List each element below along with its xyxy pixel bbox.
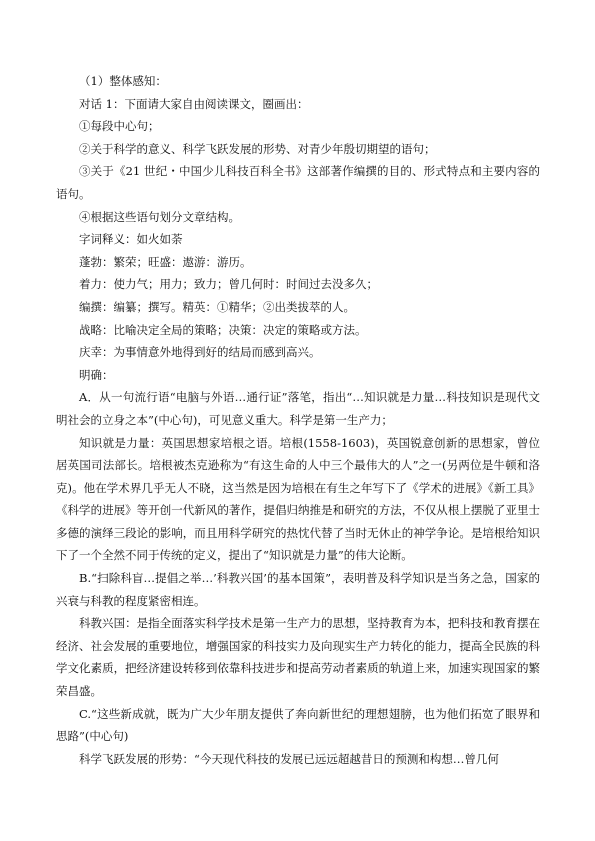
paragraph: 知识就是力量：英国思想家培根之语。培根(1558-1603)，英国锐意创新的思想家，曾位居英国司法部长。培根被杰克逊称为“有这生命的人中三个最伟大的人”之一(另两位是牛顿和洛克)。他在学术界几乎无人不晓，这当然是因为培根在有生之年写下了《学术的进展》《新工具》《科学的进展》等开创一代新风的著作，提倡归纳推是和研究的方法，不仅从根上摆脱了亚里士多德的演绎三段论的影响，而且用科学研究的热忱代替了当时无休止的神学争论。是培根给知识下了一个全然不同于传统的定义，提出了“知识就是力量”的伟大论断。 [56, 435, 540, 563]
document-body [56, 70, 540, 770]
paragraph: 明确： [79, 367, 114, 382]
paragraph: 编撰：编纂；撰写。精英：①精华；②出类拔萃的人。 [79, 299, 355, 314]
paragraph: ①每段中心句； [79, 119, 160, 134]
paragraph: 科教兴国：是指全面落实科学技术是第一生产力的思想，坚持教育为本，把科技和教育摆在经济、社会发展的重要地位，增强国家的科技实力及向现实生产力转化的能力，提高全民族的科学文化素质，把经济建设转移到依靠科技进步和提高劳动者素质的轨道上来，加速实现国家的繁荣昌盛。 [56, 616, 540, 699]
paragraph: 蓬勃：繁荣；旺盛：遨游：游历。 [79, 254, 252, 269]
paragraph: B.“扫除科盲…提倡之举…’科教兴国’的基本国策”，表明普及科学知识是当务之急，国家的兴衰与科教的程度紧密相连。 [56, 571, 540, 608]
paragraph: ③关于《21 世纪・中国少儿科技百科全书》这部著作编撰的目的、形式特点和主要内容的语句。 [56, 164, 540, 201]
paragraph: A．从一句流行语“电脑与外语…通行证”落笔，指出“…知识就是力量…科技知识是现代文明社会的立身之本”(中心句)，可见意义重大。科学是第一生产力； [56, 390, 540, 427]
paragraph: 着力：使力气；用力；致力；曾几何时：时间过去没多久； [79, 277, 378, 292]
paragraph: 科学飞跃发展的形势：“今天现代科技的发展已远远超越昔日的预测和构想…曾几何 [79, 751, 499, 766]
paragraph: 对话 1：下面请大家自由阅读课文，圈画出： [79, 96, 309, 111]
paragraph: ②关于科学的意义、科学飞跃发展的形势、对青少年殷切期望的语句； [79, 141, 436, 156]
paragraph: C.“这些新成就，既为广大少年朋友提供了奔向新世纪的理想翅膀，也为他们拓宽了眼界和思路”(中心句) [56, 706, 540, 744]
section-heading: （1）整体感知： [79, 74, 167, 88]
paragraph: 庆幸：为事情意外地得到好的结局而感到高兴。 [79, 345, 321, 360]
paragraph: 战略：比喻决定全局的策略；决策：决定的策略或方法。 [79, 322, 367, 337]
paragraph: ④根据这些语句划分文章结构。 [79, 209, 240, 224]
paragraph: 字词释义：如火如荼 [79, 232, 183, 247]
